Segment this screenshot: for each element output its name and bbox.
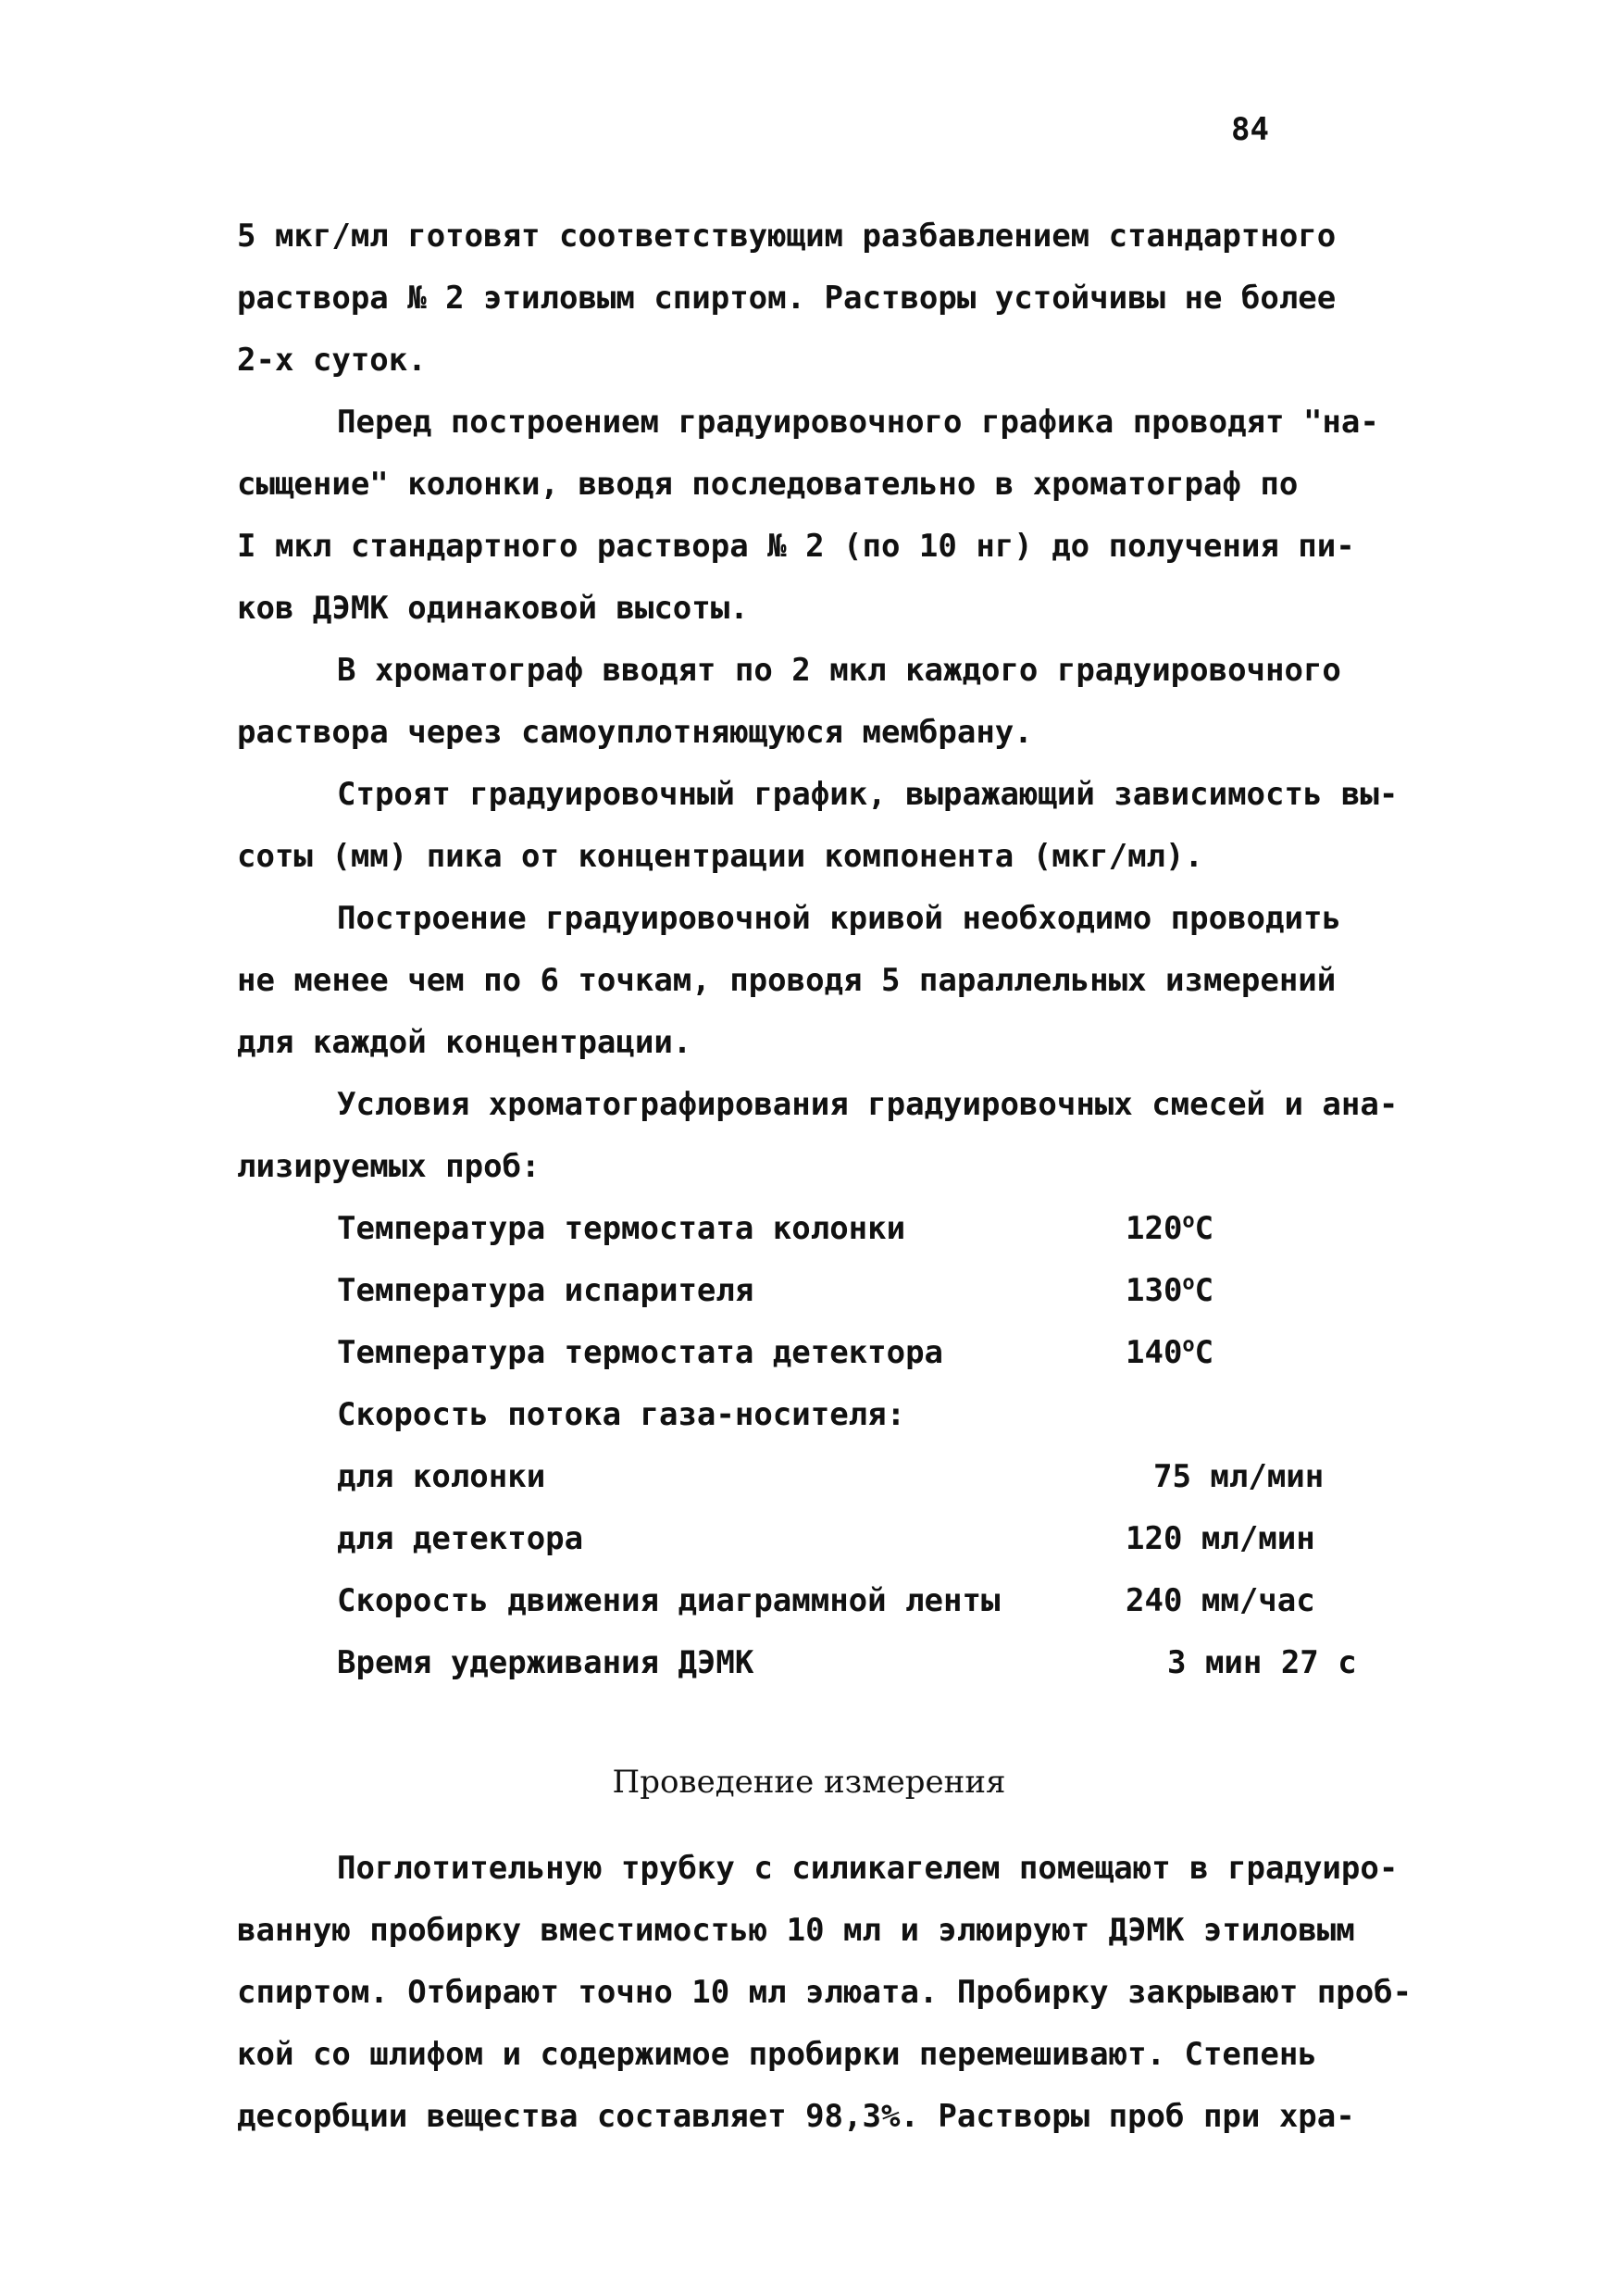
condition-detector-temp (237, 1322, 1403, 1384)
condition-label: Время удерживания ДЭМК (337, 1644, 754, 1681)
paragraph-1-line: раствора № 2 этиловым спиртом. Растворы устойчивы не более (237, 280, 1337, 317)
paragraph-7-line: спиртом. Отбирают точно 10 мл элюата. Пробирку закрывают проб- (237, 1974, 1413, 2011)
condition-label: Температура термостата колонки (337, 1210, 906, 1247)
paragraph-7-line: Поглотительную трубку с силикагелем помещают в градуиро- (337, 1850, 1399, 1887)
condition-retention-time (237, 1632, 1403, 1694)
paragraph-6-line: лизируемых проб: (237, 1148, 541, 1185)
condition-label: для колонки (337, 1458, 546, 1495)
paragraph-5-line: Построение градуировочной кривой необходимо проводить (337, 900, 1341, 937)
condition-value: $140^оС$ (1126, 1333, 1214, 1371)
paragraph-5-line: для каждой концентрации. (237, 1024, 692, 1061)
body-text-upper (237, 206, 1403, 1694)
condition-tape-speed (237, 1570, 1403, 1632)
condition-value: $130^оС$ (1126, 1271, 1214, 1309)
paragraph-1-line: 5 мкг/мл готовят соответствующим разбавлением стандартного (237, 218, 1337, 255)
paragraph-1-line: 2-х суток. (237, 342, 427, 379)
condition-label: для детектора (337, 1520, 584, 1557)
page-number: 84 (1231, 111, 1269, 148)
paragraph-2-line: Перед построением градуировочного графика проводят "на- (337, 404, 1379, 441)
condition-evaporator-temp (237, 1260, 1403, 1322)
condition-label: Скорость потока газа-носителя: (337, 1396, 906, 1433)
condition-label: Температура испарителя (337, 1272, 754, 1309)
condition-flow-detector (237, 1508, 1403, 1570)
body-text-lower (237, 1838, 1413, 2148)
paragraph-3-line: В хроматограф вводят по 2 мкл каждого градуировочного (337, 652, 1341, 689)
condition-value: 120 мл/мин (1126, 1520, 1315, 1557)
section-heading: Проведение измерения (612, 1764, 1006, 1801)
paragraph-2-line: сыщение" колонки, вводя последовательно в хроматограф по (237, 466, 1299, 503)
paragraph-7-line: ванную пробирку вместимостью 10 мл и элюируют ДЭМК этиловым (237, 1912, 1355, 1949)
condition-value: 3 мин 27 с (1167, 1644, 1357, 1681)
paragraph-2-line: ков ДЭМК одинаковой высоты. (237, 590, 749, 627)
paragraph-4-line: соты (мм) пика от концентрации компонента (мкг/мл). (237, 838, 1203, 875)
paragraph-5-line: не менее чем по 6 точкам, проводя 5 параллельных измерений (237, 962, 1337, 999)
paragraph-6-line: Условия хроматографирования градуировочных смесей и ана- (337, 1086, 1399, 1123)
condition-value: $120^оС$ (1126, 1209, 1214, 1247)
condition-flow-heading (237, 1384, 1403, 1446)
condition-value: 75 мл/мин (1153, 1458, 1325, 1495)
paragraph-2-line: I мкл стандартного раствора № 2 (по 10 нг) до получения пи- (237, 528, 1355, 565)
condition-column-temp (237, 1198, 1403, 1260)
condition-label: Температура термостата детектора (337, 1334, 944, 1371)
paragraph-4-line: Строят градуировочный график, выражающий зависимость вы- (337, 776, 1399, 813)
condition-value: 240 мм/час (1126, 1582, 1315, 1619)
paragraph-7-line: кой со шлифом и содержимое пробирки перемешивают. Степень (237, 2036, 1317, 2073)
paragraph-7-line: десорбции вещества составляет 98,3%. Растворы проб при хра- (237, 2098, 1355, 2135)
paragraph-3-line: раствора через самоуплотняющуюся мембрану. (237, 714, 1033, 751)
condition-flow-column (237, 1446, 1403, 1508)
condition-label: Скорость движения диаграммной ленты (337, 1582, 1001, 1619)
